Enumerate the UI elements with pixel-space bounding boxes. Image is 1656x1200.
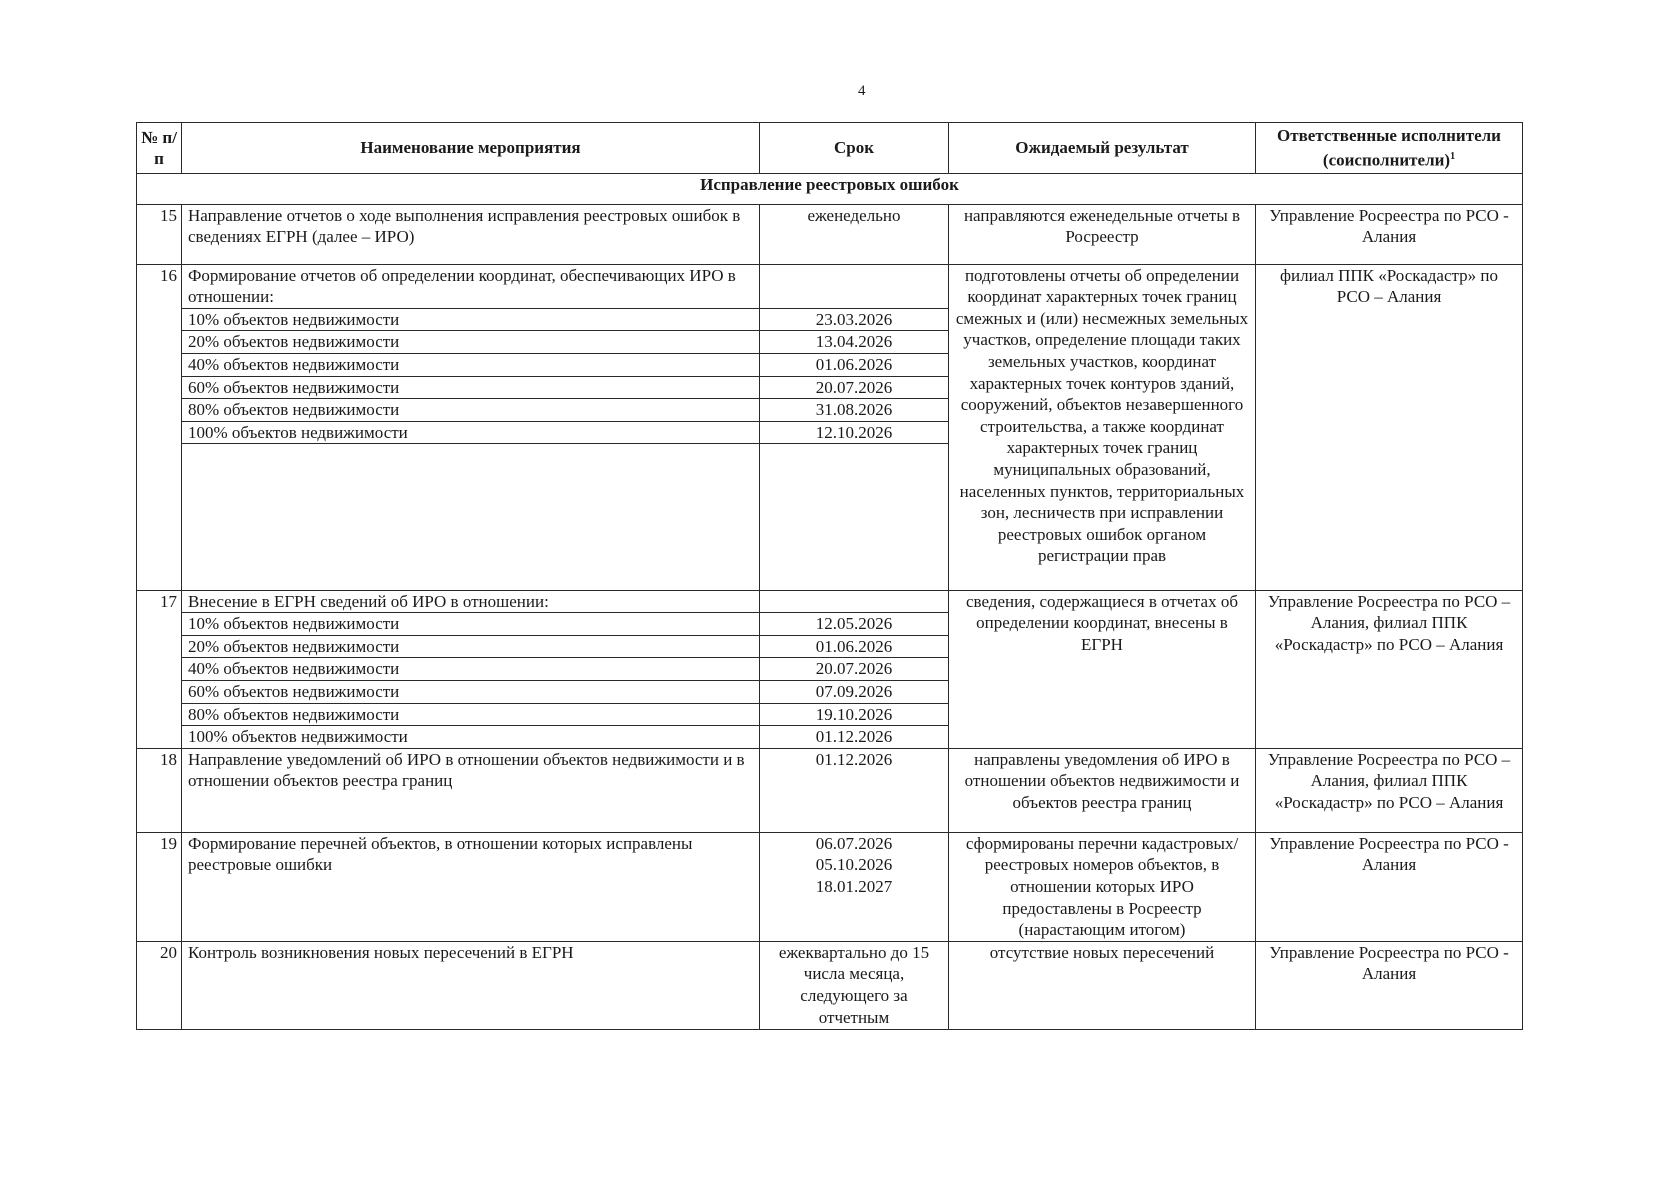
row-name: Направление отчетов о ходе выполнения исправления реестровых ошибок в сведениях ЕГРН (далее – ИРО) [182, 204, 760, 264]
sub-item-label: 60% объектов недвижимости [182, 680, 759, 703]
sub-item-label: 60% объектов недвижимости [182, 376, 759, 399]
sub-item-end [182, 443, 759, 466]
row-term-cell [760, 590, 949, 748]
sub-item-label: 80% объектов недвижимости [182, 703, 759, 726]
row-number: 18 [137, 748, 182, 832]
sub-item-spacer [760, 265, 948, 287]
row-name: Внесение в ЕГРН сведений об ИРО в отношении: [188, 591, 549, 611]
row-name-cell [182, 264, 760, 590]
table-row [137, 748, 1523, 832]
row-number: 15 [137, 204, 182, 264]
sub-item-label: 80% объектов недвижимости [182, 398, 759, 421]
sub-item-date: 13.04.2026 [760, 330, 948, 353]
sub-item-label: 20% объектов недвижимости [182, 635, 759, 658]
row-name: Контроль возникновения новых пересечений в ЕГРН [182, 941, 760, 1029]
table-row [137, 941, 1523, 1029]
row-number: 16 [137, 264, 182, 590]
row-result: направляются еженедельные отчеты в Росреестр [949, 204, 1256, 264]
sub-item-label: 10% объектов недвижимости [182, 612, 759, 635]
row-executors: Управление Росреестра по РСО – Алания, филиал ППК «Роскадастр» по РСО – Алания [1256, 748, 1523, 832]
section-row [137, 173, 1523, 204]
term-date: 06.07.2026 [815, 833, 893, 853]
header-row [137, 123, 1523, 174]
sub-item-spacer [760, 591, 948, 613]
row-term-cell [760, 832, 949, 941]
sub-item-date: 12.10.2026 [760, 421, 948, 444]
row-executors: Управление Росреестра по РСО - Алания [1256, 832, 1523, 941]
sub-item-date: 19.10.2026 [760, 703, 948, 726]
row-result: отсутствие новых пересечений [949, 941, 1256, 1029]
row-number: 17 [137, 590, 182, 748]
table-row [137, 832, 1523, 941]
sub-item-label: 10% объектов недвижимости [182, 308, 759, 331]
sub-item-date: 20.07.2026 [760, 376, 948, 399]
row-result: подготовлены отчеты об определении координат характерных точек границ смежных и (или) несмежных земельных участков, определение площади таких земельных участков, координат характерных точек контуров зданий, сооружений, объектов незавершенного строительства, а также координат характерных точек границ муниципальных образований, населенных пунктов, территориальных зон, лесничеств при исправлении реестровых ошибок органом регистрации прав [949, 264, 1256, 590]
sub-item-date: 20.07.2026 [760, 657, 948, 680]
action-plan-table [136, 122, 1523, 1030]
sub-item-label: 40% объектов недвижимости [182, 353, 759, 376]
term-list [766, 833, 942, 898]
sub-item-date: 01.12.2026 [760, 725, 948, 748]
row-executors: Управление Росреестра по РСО – Алания, филиал ППК «Роскадастр» по РСО – Алания [1256, 590, 1523, 748]
header-num: № п/п [137, 123, 182, 174]
row-name: Направление уведомлений об ИРО в отношении объектов недвижимости и в отношении объектов реестра границ [182, 748, 760, 832]
row-number: 20 [137, 941, 182, 1029]
row-result: сформированы перечни кадастровых/реестровых номеров объектов, в отношении которых ИРО предоставлены в Росреестр (нарастающим итогом) [949, 832, 1256, 941]
table-row [137, 204, 1523, 264]
row-term: 01.12.2026 [760, 748, 949, 832]
table-row [137, 590, 1523, 748]
page-number: 4 [858, 83, 866, 99]
row-number: 19 [137, 832, 182, 941]
row-term-cell [760, 264, 949, 590]
header-executors-text: Ответственные исполнители (соисполнители) [1277, 126, 1501, 170]
row-executors: Управление Росреестра по РСО - Алания [1256, 204, 1523, 264]
row-term: ежеквартально до 15 числа месяца, следующего за отчетным [760, 941, 949, 1029]
row-result: направлены уведомления об ИРО в отношении объектов недвижимости и объектов реестра границ [949, 748, 1256, 832]
row-name: Формирование отчетов об определении координат, обеспечивающих ИРО в отношении: [188, 265, 736, 307]
row-result: сведения, содержащиеся в отчетах об определении координат, внесены в ЕГРН [949, 590, 1256, 748]
section-title: Исправление реестровых ошибок [137, 173, 1523, 204]
header-term: Срок [760, 123, 949, 174]
sub-item-label: 100% объектов недвижимости [182, 725, 759, 748]
sub-item-date: 01.06.2026 [760, 635, 948, 658]
sub-item-date: 12.05.2026 [760, 612, 948, 635]
sub-item-date: 23.03.2026 [760, 308, 948, 331]
footnote-marker: 1 [1450, 151, 1456, 162]
row-executors: филиал ППК «Роскадастр» по РСО – Алания [1256, 264, 1523, 590]
sub-item-label: 100% объектов недвижимости [182, 421, 759, 444]
sub-item-label: 40% объектов недвижимости [182, 657, 759, 680]
sub-item-date: 31.08.2026 [760, 398, 948, 421]
sub-item-spacer [760, 286, 948, 308]
sub-item-end [760, 443, 948, 466]
header-name: Наименование мероприятия [182, 123, 760, 174]
header-result: Ожидаемый результат [949, 123, 1256, 174]
row-name-cell [182, 590, 760, 748]
term-date: 18.01.2027 [815, 877, 893, 896]
table-row [137, 264, 1523, 590]
sub-item-date: 01.06.2026 [760, 353, 948, 376]
sub-item-label: 20% объектов недвижимости [182, 330, 759, 353]
header-executors [1256, 123, 1523, 174]
row-term: еженедельно [760, 204, 949, 264]
row-executors: Управление Росреестра по РСО - Алания [1256, 941, 1523, 1029]
row-name: Формирование перечней объектов, в отношении которых исправлены реестровые ошибки [182, 832, 760, 941]
sub-item-date: 07.09.2026 [760, 680, 948, 703]
term-date: 05.10.2026 [815, 855, 893, 875]
